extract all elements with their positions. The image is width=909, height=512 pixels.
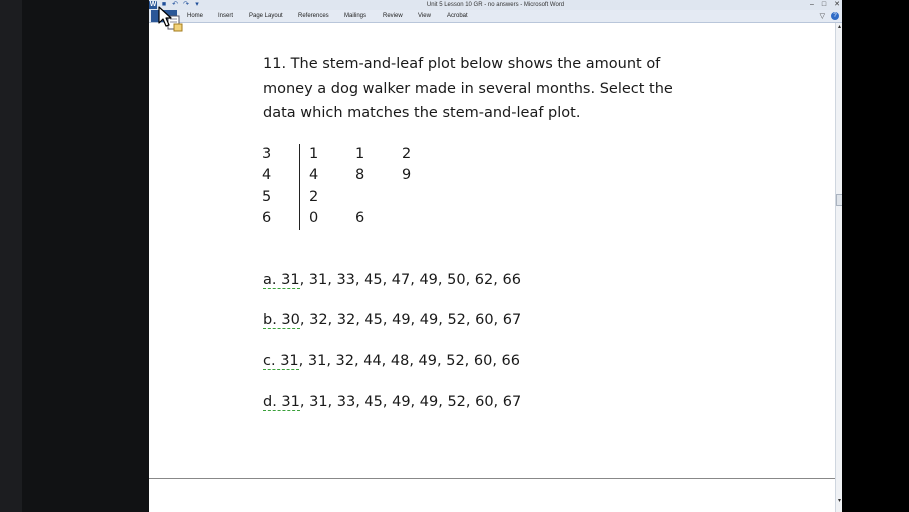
stem-leaf-divider — [299, 144, 300, 230]
scroll-down-button[interactable]: ▾ — [837, 498, 841, 504]
stem-4: 4 — [262, 167, 272, 183]
answer-d — [263, 394, 521, 410]
leaf: 2 — [309, 189, 319, 205]
customize-toolbar-icon[interactable]: ▾ — [195, 1, 199, 8]
close-button[interactable]: ✕ — [834, 1, 840, 8]
leaf: 0 — [309, 210, 319, 226]
window-controls — [810, 0, 840, 10]
answer-a — [263, 272, 521, 288]
tab-acrobat[interactable]: Acrobat — [447, 13, 468, 19]
word-window — [149, 0, 842, 512]
answer-d-values: , 31, 33, 45, 49, 49, 52, 60, 67 — [299, 394, 522, 410]
desktop-right-pane — [842, 0, 909, 512]
help-icon[interactable]: ? — [831, 12, 839, 20]
quick-access-toolbar — [149, 0, 201, 10]
ribbon-tabs — [149, 10, 842, 23]
answer-d-label: d. 31 — [263, 394, 300, 410]
stem-5: 5 — [262, 189, 272, 205]
window-title: Unit 5 Lesson 10 GR - no answers - Microsoft Word — [426, 2, 565, 8]
answer-c-label: c. 31 — [263, 353, 299, 369]
title-bar — [149, 0, 842, 10]
tab-insert[interactable]: Insert — [218, 13, 234, 19]
minimize-ribbon-icon[interactable]: ▽ — [819, 13, 825, 20]
stem-3: 3 — [262, 146, 272, 162]
scrollbar-thumb[interactable] — [836, 194, 842, 206]
page-break-line — [149, 478, 835, 479]
answer-b-label: b. 30 — [263, 312, 300, 328]
tab-page-layout[interactable]: Page Layout — [249, 13, 283, 19]
undo-icon[interactable]: ↶ — [172, 1, 178, 8]
answer-b — [263, 312, 521, 328]
vertical-scrollbar[interactable] — [835, 23, 842, 512]
answer-b-values: , 32, 32, 45, 49, 49, 52, 60, 67 — [299, 312, 522, 328]
ribbon-right-controls — [820, 10, 839, 22]
answer-a-label: a. 31 — [263, 272, 300, 288]
stem-6: 6 — [262, 210, 272, 226]
answer-a-values: , 31, 33, 45, 47, 49, 50, 62, 66 — [299, 272, 521, 288]
scroll-up-button[interactable]: ▴ — [837, 24, 841, 30]
taskbar-strip — [0, 0, 22, 512]
tab-review[interactable]: Review — [383, 13, 403, 19]
maximize-button[interactable]: □ — [821, 1, 827, 8]
answer-c — [263, 353, 520, 369]
mouse-cursor-icon — [158, 6, 172, 28]
leaf: 1 — [309, 146, 319, 162]
save-icon[interactable]: ■ — [161, 1, 167, 8]
question-line-2: money a dog walker made in several months. Select the — [263, 81, 673, 97]
leaf: 8 — [355, 167, 365, 183]
document-page[interactable] — [149, 23, 835, 512]
tab-home[interactable]: Home — [187, 13, 204, 19]
leaf: 6 — [355, 210, 365, 226]
question-line-3: data which matches the stem-and-leaf plot. — [263, 105, 581, 121]
desktop-left-pane — [0, 0, 149, 512]
tab-references[interactable]: References — [298, 13, 329, 19]
minimize-button[interactable]: – — [809, 1, 814, 8]
tab-view[interactable]: View — [418, 13, 431, 19]
leaf: 4 — [309, 167, 319, 183]
leaf: 1 — [355, 146, 365, 162]
answer-c-values: , 31, 32, 44, 48, 49, 52, 60, 66 — [298, 353, 521, 369]
redo-icon[interactable]: ↷ — [183, 1, 189, 8]
leaf: 2 — [402, 146, 412, 162]
word-logo-icon[interactable]: W — [149, 1, 157, 8]
tab-mailings[interactable]: Mailings — [344, 13, 367, 19]
leaf: 9 — [402, 167, 412, 183]
question-line-1: 11. The stem-and-leaf plot below shows the amount of — [263, 56, 661, 72]
